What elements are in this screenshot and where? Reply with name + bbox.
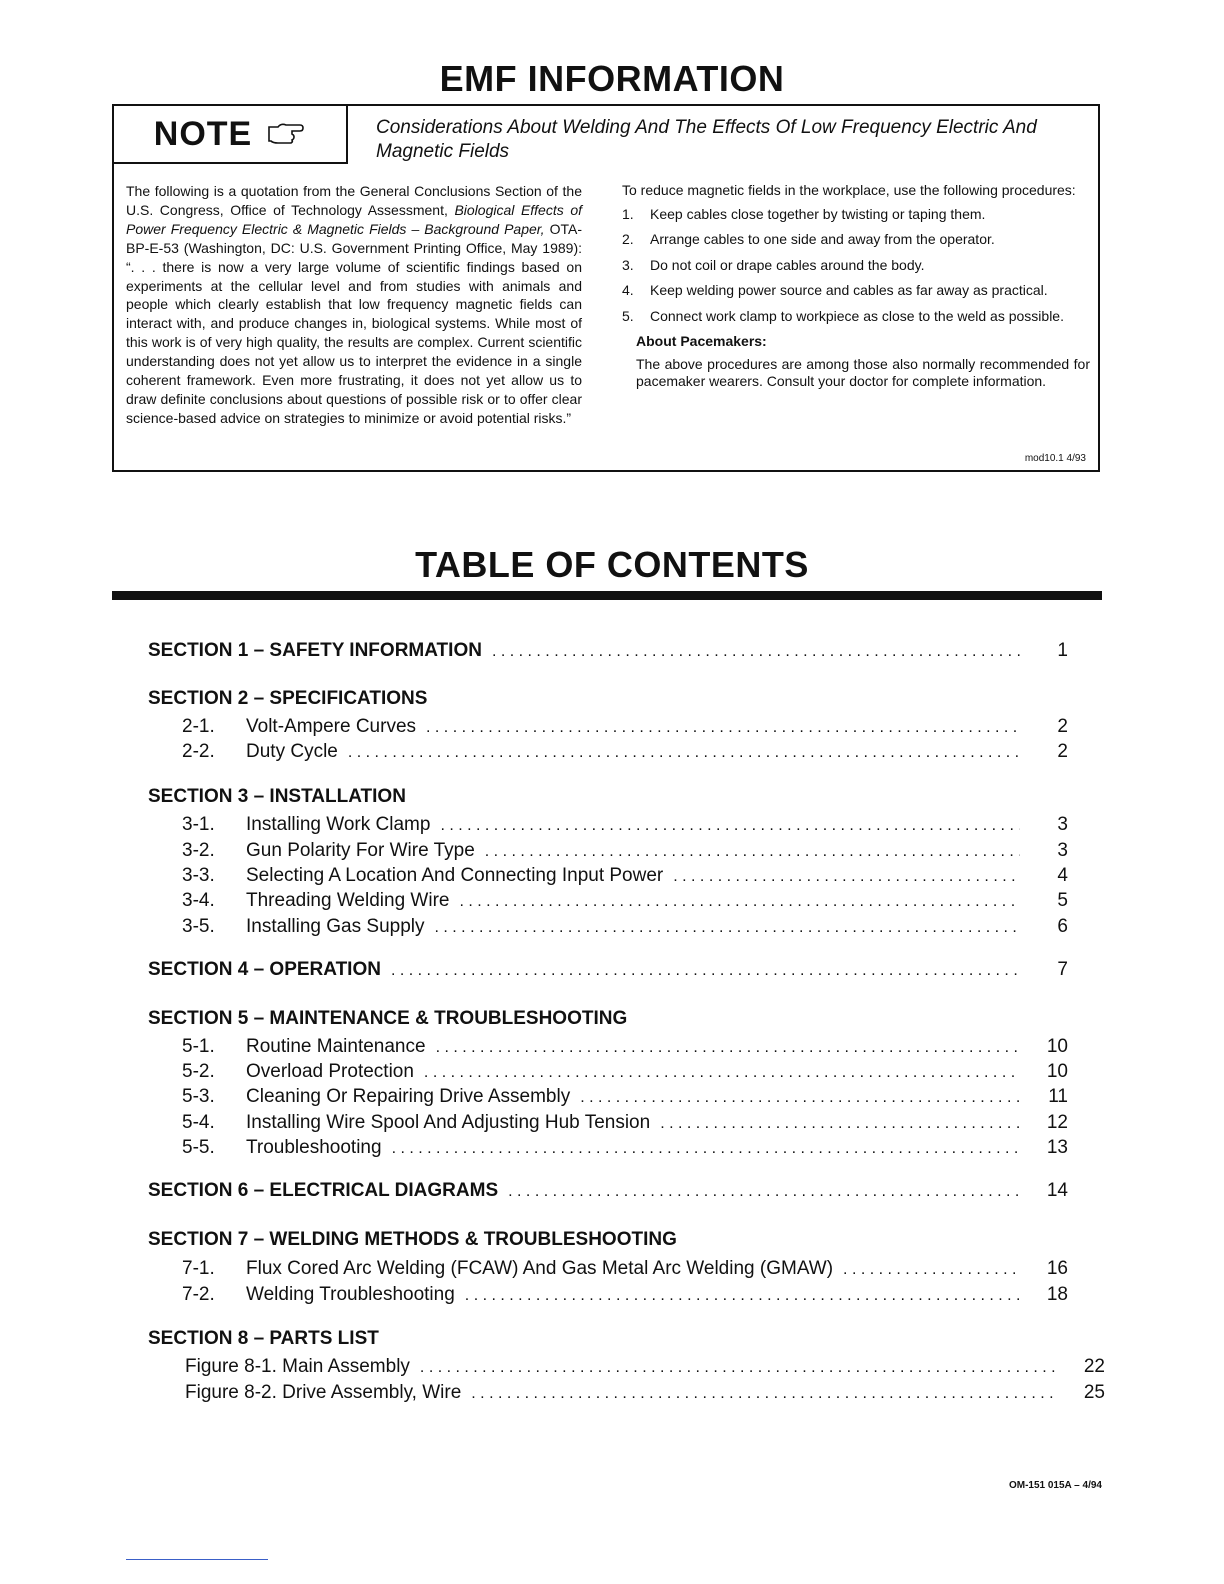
procedure-text: Connect work clamp to workpiece as close to the weld as possible.	[650, 307, 1064, 324]
procedures-intro: To reduce magnetic fields in the workplace, use the following procedures:	[622, 182, 1076, 198]
toc-page-number: 10	[1046, 1036, 1068, 1057]
toc-dot-leader	[673, 868, 1020, 886]
toc-dot-leader	[348, 744, 1020, 762]
toc-dot-leader	[508, 1183, 1020, 1201]
note-heading: Considerations About Welding And The Effects Of Low Frequency Electric And Magnetic Fields	[376, 117, 1037, 162]
toc-subsection-entry[interactable]	[148, 1284, 1068, 1310]
toc-entry-number: 3-3.	[182, 865, 215, 886]
note-label-box	[112, 104, 348, 164]
toc-page-number: 2	[1057, 741, 1068, 762]
toc-entry-title: Figure 8-2. Drive Assembly, Wire	[185, 1382, 462, 1403]
toc-dot-leader	[485, 843, 1020, 861]
toc-entry-number: 3-4.	[182, 890, 215, 911]
toc-dot-leader	[426, 719, 1020, 737]
toc-page-number: 16	[1046, 1258, 1068, 1279]
corner-rule	[126, 1559, 268, 1560]
toc-page-number: 2	[1057, 716, 1068, 737]
toc-page-number: 25	[1083, 1382, 1105, 1403]
toc-subsection-entry[interactable]	[148, 1258, 1068, 1284]
toc-dot-leader	[420, 1359, 1057, 1377]
toc-entry-title: SECTION 7 – WELDING METHODS & TROUBLESHOOTING	[148, 1229, 677, 1250]
toc-dot-leader	[465, 1287, 1020, 1305]
toc-subsection-entry[interactable]	[148, 1137, 1068, 1163]
toc-subsection-entry[interactable]	[148, 865, 1068, 891]
toc-entry-title: SECTION 1 – SAFETY INFORMATION	[148, 640, 482, 661]
toc-entry-number: 2-2.	[182, 741, 215, 762]
toc-subsection-entry[interactable]	[185, 1356, 1105, 1382]
toc-entry-title: Duty Cycle	[246, 741, 338, 762]
pacemaker-heading: About Pacemakers:	[636, 333, 767, 349]
toc-page-number: 7	[1057, 959, 1068, 980]
toc-page-number: 3	[1057, 814, 1068, 835]
procedure-number: 4.	[622, 282, 634, 298]
toc-page-number: 4	[1057, 865, 1068, 886]
toc-entry-number: 3-2.	[182, 840, 215, 861]
toc-dot-leader	[459, 893, 1020, 911]
toc-dot-leader	[435, 919, 1021, 937]
toc-subsection-entry[interactable]	[148, 1061, 1068, 1087]
toc-section-entry[interactable]	[148, 640, 1068, 666]
toc-page-number: 10	[1046, 1061, 1068, 1082]
toc-entry-title: SECTION 5 – MAINTENANCE & TROUBLESHOOTING	[148, 1008, 628, 1029]
toc-section-entry[interactable]	[148, 959, 1068, 985]
toc-entry-title: Installing Gas Supply	[246, 916, 425, 937]
toc-page-number: 1	[1057, 640, 1068, 661]
procedure-number: 2.	[622, 231, 634, 247]
toc-entry-number: 3-5.	[182, 916, 215, 937]
toc-entry-title: SECTION 6 – ELECTRICAL DIAGRAMS	[148, 1180, 499, 1201]
toc-entry-number: 5-4.	[182, 1112, 215, 1133]
toc-section-entry[interactable]	[148, 1229, 1068, 1255]
toc-entry-title: Threading Welding Wire	[246, 890, 450, 911]
procedure-item	[622, 308, 1090, 326]
toc-dot-leader	[436, 1039, 1020, 1057]
toc-subsection-entry[interactable]	[148, 890, 1068, 916]
toc-page-number: 13	[1046, 1137, 1068, 1158]
toc-page-number: 11	[1048, 1086, 1068, 1107]
toc-title: TABLE OF CONTENTS	[415, 544, 809, 585]
toc-section-entry[interactable]	[148, 688, 1068, 714]
toc-page-number: 18	[1046, 1284, 1068, 1305]
toc-entry-title: SECTION 3 – INSTALLATION	[148, 786, 406, 807]
toc-subsection-entry[interactable]	[148, 916, 1068, 942]
toc-entry-number: 7-2.	[182, 1284, 215, 1305]
procedures-list	[622, 206, 1090, 326]
toc-page-number: 3	[1057, 840, 1068, 861]
procedure-item	[622, 282, 1090, 300]
toc-entry-title: Troubleshooting	[246, 1137, 382, 1158]
toc-dot-leader	[440, 817, 1020, 835]
document-reference: OM-151 015A – 4/94	[1008, 1480, 1102, 1491]
toc-entry-number: 2-1.	[182, 716, 215, 737]
toc-entry-title: Welding Troubleshooting	[246, 1284, 455, 1305]
procedure-item	[622, 231, 1090, 249]
toc-entry-title: Installing Work Clamp	[246, 814, 431, 835]
toc-subsection-entry[interactable]	[185, 1382, 1105, 1408]
toc-page-number: 22	[1083, 1356, 1105, 1377]
pointing-hand-icon	[266, 121, 306, 147]
toc-divider	[112, 591, 1102, 600]
toc-entry-title: Figure 8-1. Main Assembly	[185, 1356, 410, 1377]
quote-intro: The following is a quotation from the General Conclusions Section of the U.S. Congress, Office of Technology Assessment,	[126, 183, 582, 218]
toc-dot-leader	[471, 1385, 1057, 1403]
toc-entry-number: 5-2.	[182, 1061, 215, 1082]
toc-page-number: 12	[1046, 1112, 1068, 1133]
toc-entry-title: Installing Wire Spool And Adjusting Hub Tension	[246, 1112, 651, 1133]
toc-subsection-entry[interactable]	[148, 1086, 1068, 1112]
toc-page-number: 5	[1057, 890, 1068, 911]
toc-dot-leader	[492, 643, 1020, 661]
procedure-text: Keep cables close together by twisting or taping them.	[650, 205, 986, 222]
emf-note-box	[112, 104, 1100, 472]
toc-entry-title: Selecting A Location And Connecting Input Power	[246, 865, 664, 886]
procedures-column	[622, 182, 1090, 391]
toc-subsection-entry[interactable]	[148, 814, 1068, 840]
toc-dot-leader	[392, 1140, 1020, 1158]
toc-entry-title: Flux Cored Arc Welding (FCAW) And Gas Metal Arc Welding (GMAW)	[246, 1258, 834, 1279]
toc-dot-leader	[843, 1261, 1020, 1279]
toc-entry-title: SECTION 2 – SPECIFICATIONS	[148, 688, 428, 709]
toc-entry-number: 7-1.	[182, 1258, 215, 1279]
toc-subsection-entry[interactable]	[148, 741, 1068, 767]
toc-entry-number: 3-1.	[182, 814, 215, 835]
toc-section-entry[interactable]	[148, 786, 1068, 812]
toc-dot-leader	[391, 962, 1020, 980]
toc-page-number: 6	[1057, 916, 1068, 937]
toc-entry-title: Volt-Ampere Curves	[246, 716, 417, 737]
toc-entry-number: 5-1.	[182, 1036, 215, 1057]
quote-source: Biological Effects of Power Frequency Electric & Magnetic Fields – Background Paper,	[126, 201, 582, 237]
procedure-number: 5.	[622, 307, 634, 324]
toc-subsection-entry[interactable]	[148, 1112, 1068, 1138]
toc-subsection-entry[interactable]	[148, 716, 1068, 742]
toc-section-entry[interactable]	[148, 1328, 1068, 1354]
procedure-text: Arrange cables to one side and away from the operator.	[650, 231, 995, 247]
toc-dot-leader	[660, 1115, 1020, 1133]
emf-title: EMF INFORMATION	[439, 58, 785, 99]
toc-section-entry[interactable]	[148, 1008, 1068, 1034]
toc-page-number: 14	[1046, 1180, 1068, 1201]
toc-entry-title: Cleaning Or Repairing Drive Assembly	[246, 1086, 571, 1107]
procedure-number: 1.	[622, 205, 634, 222]
toc-entry-title: SECTION 8 – PARTS LIST	[148, 1328, 379, 1349]
toc-dot-leader	[424, 1064, 1020, 1082]
quote-body: OTA-BP-E-53 (Washington, DC: U.S. Government Printing Office, May 1989): “. . . there is now a very large volume of scientific findings based on experiments at the cellular level and from studies with animals and people which clearly establish that low frequency magnetic fields can interact with, and produce changes in, biological systems. While most of this work is of very high quality, the results are complex. Current scientific understanding does not yet allow us to interpret the evidence in a single coherent framework. Even more frustrating, it does not yet allow us to draw definite conclusions about questions of possible risk or to offer clear science-based advice on strategies to minimize or avoid potential risks.”	[126, 220, 582, 426]
procedure-text: Keep welding power source and cables as far away as practical.	[650, 282, 1048, 298]
quotation-column	[126, 182, 582, 428]
toc-subsection-entry[interactable]	[148, 1036, 1068, 1062]
toc-entry-title: Overload Protection	[246, 1061, 414, 1082]
toc-entry-number: 5-3.	[182, 1086, 215, 1107]
procedure-item	[622, 206, 1090, 224]
mod-reference: mod10.1 4/93	[1024, 453, 1086, 464]
toc-entry-title: Routine Maintenance	[246, 1036, 426, 1057]
toc-dot-leader	[580, 1089, 1020, 1107]
toc-section-entry[interactable]	[148, 1180, 1068, 1206]
procedure-text: Do not coil or drape cables around the body.	[650, 256, 925, 273]
pacemaker-text: The above procedures are among those also normally recommended for pacemaker wearers. Consult your doctor for complete information.	[636, 355, 1090, 389]
toc-subsection-entry[interactable]	[148, 840, 1068, 866]
procedure-item	[622, 257, 1090, 275]
procedure-number: 3.	[622, 256, 634, 273]
toc-entry-number: 5-5.	[182, 1137, 215, 1158]
note-label: NOTE	[153, 114, 253, 153]
toc-entry-title: Gun Polarity For Wire Type	[246, 840, 475, 861]
toc-entry-title: SECTION 4 – OPERATION	[148, 959, 381, 980]
